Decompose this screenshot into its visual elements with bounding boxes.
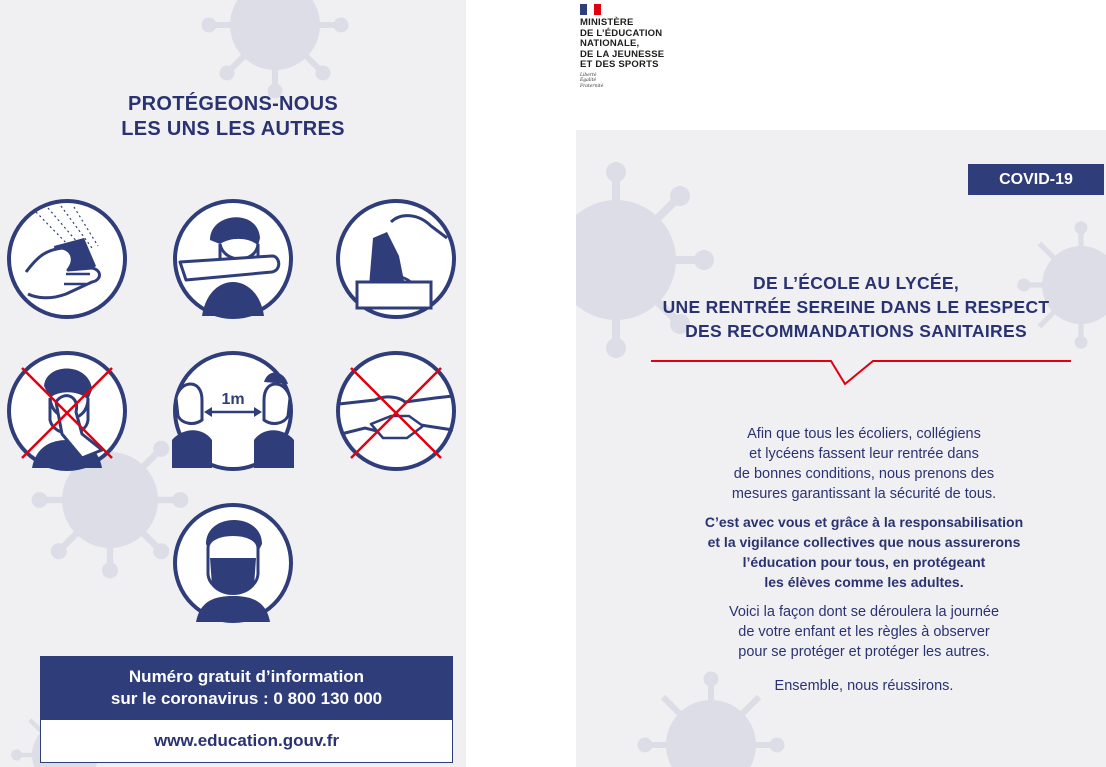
rules-paragraph	[654, 602, 1074, 662]
left-title-line1: PROTÉGEONS-NOUS	[127, 93, 339, 115]
ministry-line: ET DES SPORTS	[580, 59, 659, 70]
paragraph-line: de bonnes conditions, nous prenons des	[733, 466, 995, 482]
paragraph-line: de votre enfant et les règles à observer	[738, 624, 990, 640]
paragraph-line: C’est avec vous et grâce à la responsabilisation	[704, 514, 1024, 530]
french-flag-icon	[580, 4, 601, 15]
distance-label: 1m	[221, 391, 245, 408]
ministry-line: MINISTÈRE	[580, 17, 634, 28]
left-panel	[0, 0, 466, 767]
headline-line: UNE RENTRÉE SEREINE DANS LE RESPECT	[662, 297, 1050, 317]
wear-mask-icon	[172, 502, 294, 624]
closing-line: Ensemble, nous réussirons.	[774, 678, 954, 694]
headline-line: DE L’ÉCOLE AU LYCÉE,	[753, 273, 959, 293]
virus-decoration-icon	[200, 0, 350, 100]
ministry-line: NATIONALE,	[580, 38, 640, 49]
hotline-line2: sur le coronavirus : 0 800 130 000	[110, 689, 383, 708]
ministry-logo	[580, 4, 664, 89]
left-title-line2: LES UNS LES AUTRES	[121, 118, 345, 140]
headline-line: DES RECOMMANDATIONS SANITAIRES	[685, 321, 1027, 341]
paragraph-line: et lycéens fassent leur rentrée dans	[749, 446, 979, 462]
ministry-line: DE L’ÉDUCATION	[580, 27, 663, 39]
paragraph-line: l’éducation pour tous, en protégeant	[742, 554, 986, 570]
motto-line: Fraternité	[580, 83, 604, 89]
covid-badge: COVID-19	[968, 164, 1104, 195]
ministry-line: DE LA JEUNESSE	[580, 48, 665, 60]
hotline-line1: Numéro gratuit d’information	[128, 667, 365, 686]
ministry-name	[580, 18, 664, 71]
no-handshake-icon	[335, 350, 457, 472]
distance-icon	[172, 350, 294, 472]
paragraph-line: Afin que tous les écoliers, collégiens	[747, 426, 981, 442]
paragraph-line: les élèves comme les adultes.	[764, 574, 964, 590]
cough-in-elbow-icon	[172, 198, 294, 320]
paragraph-line: mesures garantissant la sécurité de tous.	[731, 486, 997, 502]
hotline-box	[40, 656, 453, 720]
motto-line: Liberté	[580, 72, 597, 78]
right-panel	[576, 0, 1106, 767]
intro-paragraph	[654, 424, 1074, 504]
commitment-paragraph	[654, 512, 1074, 592]
no-face-touching-icon	[6, 350, 128, 472]
website-link[interactable]: www.education.gouv.fr	[40, 720, 453, 763]
page-gutter	[466, 0, 576, 767]
left-title	[0, 92, 466, 142]
speech-bubble-underline	[651, 350, 1071, 390]
paragraph-line: et la vigilance collectives que nous assurerons	[707, 534, 1021, 550]
motto-line: Égalité	[580, 78, 597, 83]
paragraph-line: Voici la façon dont se déroulera la journée	[728, 604, 1000, 620]
headline	[636, 271, 1076, 343]
single-use-tissue-icon	[335, 198, 457, 320]
republic-motto	[580, 73, 664, 90]
paragraph-line: pour se protéger et protéger les autres.	[738, 644, 990, 660]
wash-hands-icon	[6, 198, 128, 320]
